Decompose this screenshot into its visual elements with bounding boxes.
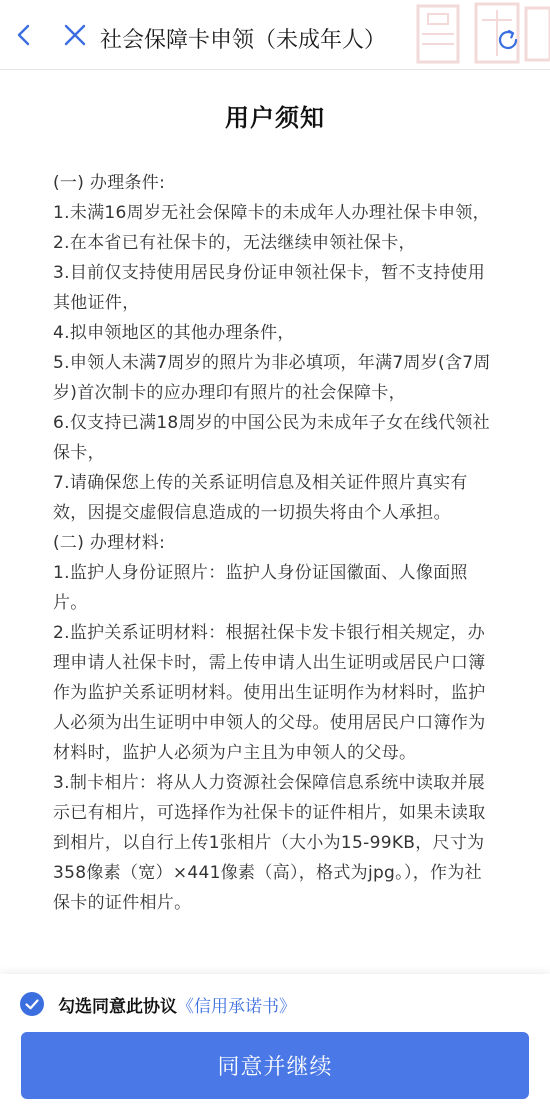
notice-paragraph: 5.申领人未满7周岁的照片为非必填项，年满7周岁(含7周岁)首次制卡的应办理印有照片的社会保障卡， bbox=[53, 353, 491, 403]
notice-paragraph: 7.请确保您上传的关系证明信息及相关证件照片真实有效，因提交虚假信息造成的一切损失将由个人承担。 bbox=[53, 473, 468, 523]
back-arrow-icon[interactable] bbox=[12, 22, 38, 48]
notice-paragraph: (二) 办理材料: bbox=[53, 533, 166, 553]
notice-paragraph: 1.监护人身份证照片：监护人身份证国徽面、人像面照片。 bbox=[53, 563, 468, 613]
notice-paragraph: 2.在本省已有社保卡的，无法继续申领社保卡， bbox=[53, 233, 416, 253]
notice-paragraph: (一) 办理条件: bbox=[53, 173, 166, 193]
notice-paragraph: 3.制卡相片：将从人力资源社会保障信息系统中读取并展示已有相片，可选择作为社保卡的证件相片，如果未读取到相片，以自行上传1张相片（大小为15-99KB，尺寸为358像素（宽）×441像素（高），格式为jpg。），作为社保卡的证件相片。 bbox=[53, 773, 486, 913]
refresh-icon[interactable] bbox=[495, 27, 521, 53]
notice-body bbox=[53, 168, 498, 918]
agreement-link[interactable]: 《信用承诺书》 bbox=[177, 996, 296, 1017]
nav-header bbox=[0, 0, 550, 70]
notice-title: 用户须知 bbox=[225, 104, 325, 132]
page-title: 社会保障卡申领（未成年人） bbox=[100, 28, 387, 53]
notice-paragraph: 4.拟申领地区的其他办理条件， bbox=[53, 323, 295, 343]
checkbox-checked-icon[interactable] bbox=[20, 992, 44, 1016]
notice-content[interactable] bbox=[0, 70, 550, 974]
seal-watermark-icon bbox=[398, 0, 550, 66]
agree-label[interactable]: 勾选同意此协议 bbox=[58, 996, 177, 1017]
footer-bar bbox=[0, 974, 550, 1115]
notice-paragraph: 2.监护关系证明材料：根据社保卡发卡银行相关规定，办理申请人社保卡时，需上传申请人出生证明或居民户口簿作为监护关系证明材料。使用出生证明作为材料时，监护人必须为出生证明中申领人的父母。使用居民户口簿作为材料时，监护人必须为户主且为申领人的父母。 bbox=[53, 623, 486, 763]
notice-paragraph: 1.未满16周岁无社会保障卡的未成年人办理社保卡申领， bbox=[53, 203, 490, 223]
agreement-row bbox=[20, 991, 296, 1017]
notice-paragraph: 6.仅支持已满18周岁的中国公民为未成年子女在线代领社保卡， bbox=[53, 413, 490, 463]
scroll-fade bbox=[0, 934, 550, 974]
agree-continue-button[interactable]: 同意并继续 bbox=[21, 1032, 529, 1099]
notice-paragraph: 3.目前仅支持使用居民身份证申领社保卡，暂不支持使用其他证件， bbox=[53, 263, 486, 313]
close-icon[interactable] bbox=[62, 22, 88, 48]
